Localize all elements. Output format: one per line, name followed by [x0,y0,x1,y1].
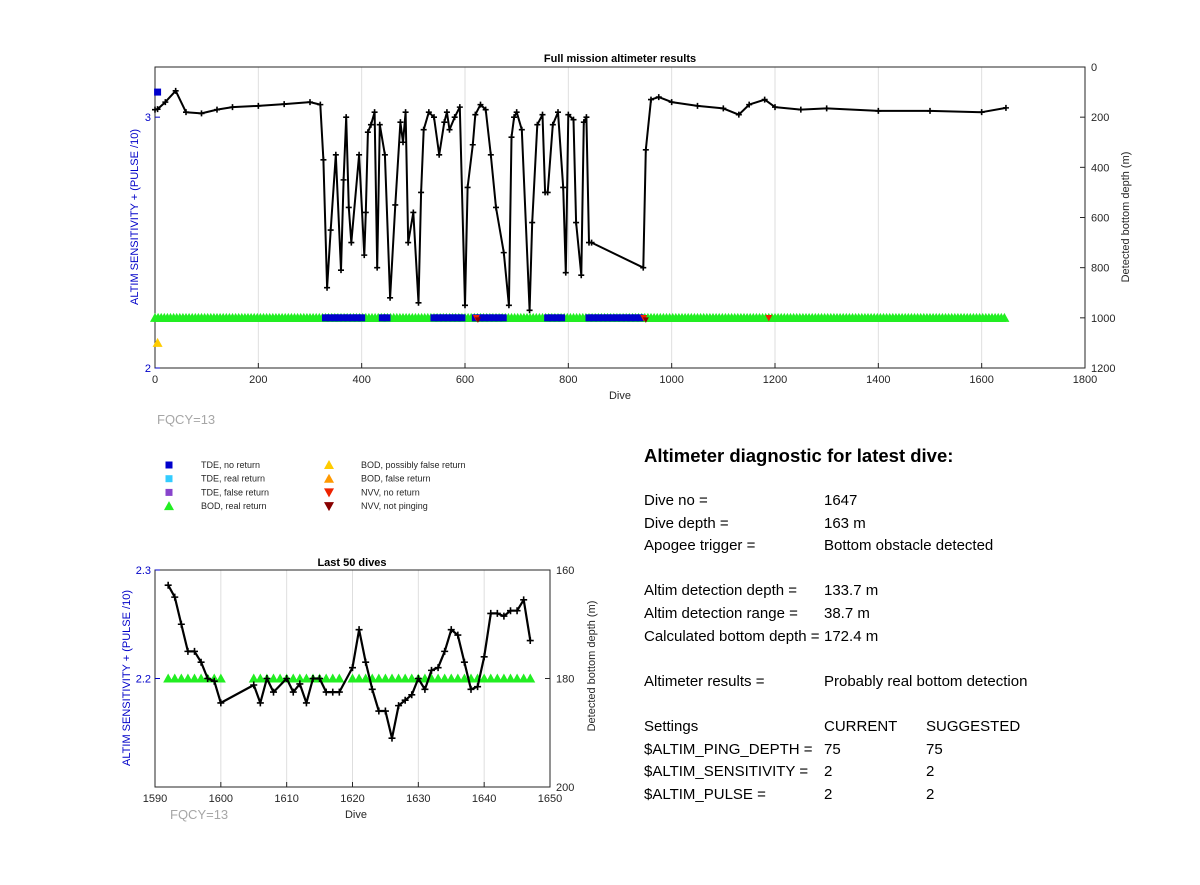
depth-point [400,139,406,145]
det-depth-value: 133.7 m [824,582,879,600]
depth-point [488,152,494,158]
depth-point [428,667,435,674]
depth-point [281,101,287,107]
depth-point [348,240,354,246]
x-tick-label: 1000 [659,374,684,386]
depth-point [555,109,561,115]
x-tick-label: 1600 [969,374,994,386]
x-tick-label: 1620 [340,793,365,805]
depth-point [255,103,261,109]
depth-point [375,708,382,715]
legend-triangle-up-icon [324,474,334,483]
spacer [644,558,1164,581]
bottom-y-left-ticks [136,565,160,686]
x-tick-label: 800 [559,374,578,386]
legend-label: NVV, no return [361,487,420,498]
depth-point [979,109,985,115]
x-tick-label: 1800 [1072,374,1098,386]
depth-point [494,610,501,617]
tde-no-return-marker [500,314,507,321]
apogee-label: Apogee trigger = [644,537,756,555]
legend-label: BOD, false return [361,473,431,484]
y-left-tick-label: 3 [144,112,151,125]
legend-square-icon [166,462,173,469]
depth-point [418,189,424,195]
depth-point [317,102,323,108]
setting-suggested: 2 [926,785,935,803]
setting-suggested: 2 [926,763,935,781]
calc-depth-label: Calculated bottom depth = [644,627,820,645]
depth-point [333,152,339,158]
depth-point [493,204,499,210]
depth-point [214,107,220,113]
x-tick-label: 1650 [537,793,563,805]
depth-point [470,142,476,148]
setting-current: 75 [824,740,841,758]
setting-current: 2 [824,785,833,803]
depth-point [356,626,363,633]
tde-no-return-marker [154,89,161,96]
depth-point [506,302,512,308]
depth-point [578,272,584,278]
tde-no-return-marker [358,314,365,321]
depth-point [444,109,450,115]
depth-point [363,209,369,215]
tde-no-return-marker [458,314,465,321]
y-right-tick-label: 0 [1091,62,1098,74]
y-right-tick-label: 200 [1091,112,1110,125]
depth-point [343,114,349,120]
apogee-row [644,535,1164,558]
depth-point [560,184,566,190]
depth-point [346,204,352,210]
depth-point [372,109,378,115]
depth-point [468,686,475,693]
depth-point [341,177,347,183]
depth-point [1003,105,1009,111]
dive-depth-label: Dive depth = [644,514,729,532]
depth-point [550,122,556,128]
settings-label: Settings [644,717,699,735]
depth-point [230,104,236,110]
diagnostic-title: Altimeter diagnostic for latest dive: [644,445,954,466]
y-left-tick-label: 2 [144,363,151,375]
depth-point [184,648,191,655]
y-right-tick-label: 400 [1091,162,1110,175]
depth-point [362,659,369,666]
legend-label: BOD, real return [201,501,267,512]
top-markers [150,89,1009,347]
depth-point [389,735,396,742]
y-right-tick-label: 160 [556,565,575,577]
depth-point [519,127,525,133]
depth-point [338,267,344,273]
y-left-tick-label: 2.2 [135,673,151,686]
depth-point [720,105,726,111]
depth-point [573,220,579,226]
legend-triangle-down-icon [324,488,334,497]
bottom-y-left-label: ALTIM SENSITIVITY + (PULSE /10) [121,590,133,766]
depth-point [199,110,205,116]
depth-point [257,699,264,706]
apogee-value: Bottom obstacle detected [824,537,994,555]
depth-point [643,147,649,153]
depth-point [303,699,310,706]
depth-point [416,300,422,306]
bottom-y-right-label: Detected bottom depth (m) [586,600,598,732]
bod-real-return-marker [525,674,535,683]
dive-depth-row [644,513,1164,536]
results-label: Altimeter results = [644,672,765,690]
legend-label: BOD, possibly false return [361,460,466,470]
y-right-tick-label: 1200 [1091,363,1116,375]
x-tick-label: 1600 [208,793,234,805]
bod-possibly-false-marker [153,338,163,347]
depth-point [403,109,409,115]
depth-point [405,240,411,246]
det-depth-row [644,580,1164,603]
setting-current: 2 [824,763,833,781]
depth-point [481,653,488,660]
x-tick-label: 0 [151,374,159,386]
bottom-fqcy-annotation: FQCY=13 [170,807,229,822]
top-depth-series [152,88,1009,313]
depth-point [695,103,701,109]
depth-point [529,220,535,226]
last-50-dives-chart [121,557,598,822]
depth-point [501,250,507,256]
legend-label: TDE, real return [201,473,266,484]
bottom-x-ticks [143,782,562,805]
top-fqcy-annotation: FQCY=13 [157,412,216,427]
depth-point [392,202,398,208]
dive-no-value: 1647 [824,492,858,509]
depth-point [875,108,881,114]
y-right-tick-label: 1000 [1091,312,1116,325]
setting-row [644,739,1164,762]
legend-label: TDE, false return [201,487,270,498]
x-tick-label: 400 [352,374,371,386]
legend-label: TDE, no return [201,460,261,470]
tde-no-return-marker [558,314,565,321]
depth-point [487,610,494,617]
depth-point [527,637,534,644]
results-row [644,671,1164,694]
depth-point [387,295,393,301]
depth-point [374,265,380,271]
legend [164,460,466,511]
x-tick-label: 1200 [762,374,788,386]
legend-triangle-up-icon [164,501,174,510]
settings-header-row [644,716,1164,739]
depth-point [441,648,448,655]
depth-point [509,134,515,140]
det-range-value: 38.7 m [824,604,870,622]
setting-name: $ALTIM_PULSE = [644,785,766,803]
depth-point [447,127,453,133]
legend-square-icon [166,475,173,482]
x-tick-label: 1590 [142,793,168,805]
y-left-tick-label: 2.3 [135,565,151,577]
depth-point [329,689,336,696]
dive-depth-value: 163 m [824,514,866,532]
y-right-tick-label: 200 [556,782,575,794]
depth-point [328,227,334,233]
depth-point [462,302,468,308]
depth-point [927,108,933,114]
bottom-x-axis-label: Dive [344,809,368,821]
depth-point [824,105,830,111]
suggested-label: SUGGESTED [926,717,1021,735]
top-x-ticks [152,363,1097,386]
depth-point [307,99,313,105]
legend-triangle-up-icon [324,460,334,469]
y-right-tick-label: 800 [1091,262,1110,275]
depth-point [368,122,374,128]
y-right-tick-label: 600 [1091,212,1110,225]
depth-point [436,152,442,158]
depth-point [461,659,468,666]
depth-point [178,621,185,628]
x-tick-label: 1400 [866,374,891,386]
bottom-chart-title: Last 50 dives [317,557,387,569]
depth-point [382,708,389,715]
spacer [644,648,1164,671]
depth-point [648,97,654,103]
depth-point [323,689,330,696]
x-tick-label: 1640 [471,793,497,805]
depth-line [168,585,530,738]
top-y-left-label: ALTIM SENSITIVITY + (PULSE /10) [129,129,141,305]
x-tick-label: 1630 [406,793,431,805]
dive-no-row [644,490,1164,513]
depth-point [474,683,481,690]
top-chart-title: Full mission altimeter results [543,53,697,65]
spacer [644,693,1164,716]
depth-point [377,122,383,128]
setting-name: $ALTIM_SENSITIVITY = [644,763,809,781]
tde-no-return-marker [383,314,390,321]
depth-point [441,119,447,125]
setting-row [644,784,1164,807]
setting-row [644,761,1164,784]
depth-point [421,127,427,133]
legend-square-icon [166,489,173,496]
depth-point [320,157,326,163]
top-y-right-label: Detected bottom depth (m) [1120,151,1132,283]
bottom-y-right-ticks [545,565,574,794]
full-mission-chart [129,53,1132,427]
depth-point [397,119,403,125]
calc-depth-row [644,626,1164,649]
x-tick-label: 200 [249,374,268,386]
setting-name: $ALTIM_PING_DEPTH = [644,740,813,758]
depth-point [669,99,675,105]
dive-no-label: Dive no = [644,492,708,509]
det-depth-label: Altim detection depth = [644,582,798,600]
y-right-tick-label: 180 [556,673,575,686]
bod-real-return-marker [334,674,344,683]
depth-point [410,209,416,215]
x-tick-label: 600 [455,374,475,386]
diagnostic-panel [644,445,1164,806]
current-label: CURRENT [824,717,898,735]
depth-point [527,307,533,313]
det-range-label: Altim detection range = [644,604,798,622]
top-grid [258,67,981,368]
results-value: Probably real bottom detection [824,672,1028,690]
depth-point [656,94,662,100]
depth-point [798,107,804,113]
depth-point [382,152,388,158]
det-range-row [644,603,1164,626]
bottom-depth-series [165,582,534,742]
calc-depth-value: 172.4 m [824,627,879,645]
depth-point [324,285,330,291]
top-x-axis-label: Dive [608,390,632,402]
depth-point [435,664,442,671]
legend-label: NVV, not pinging [361,501,428,512]
setting-suggested: 75 [926,740,943,758]
depth-point [365,129,371,135]
top-y-left-ticks [145,112,160,375]
x-tick-label: 1610 [274,793,299,805]
legend-triangle-down-icon [324,502,334,511]
depth-point [369,686,376,693]
